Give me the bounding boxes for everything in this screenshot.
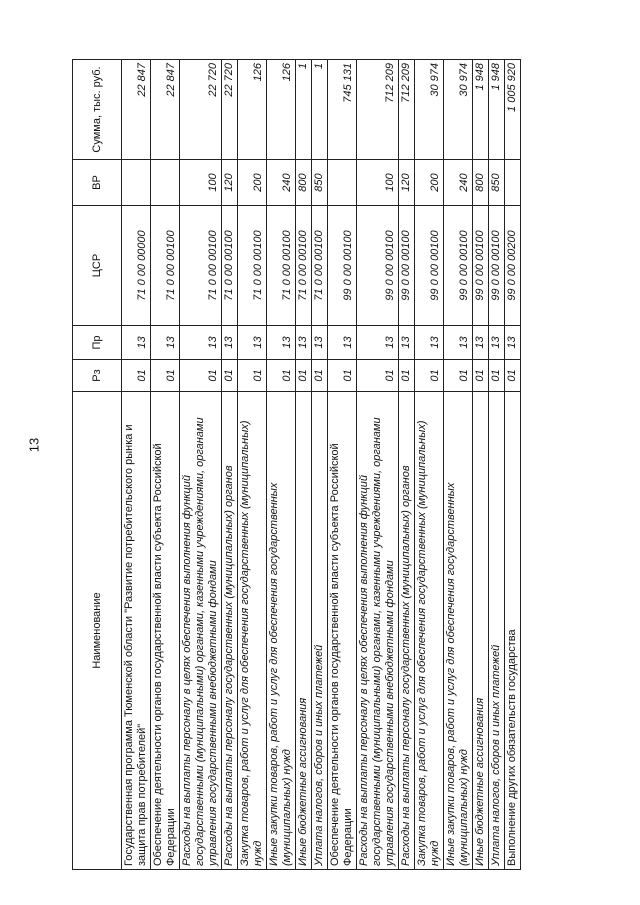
row-csr-cell: 99 0 00 00100: [473, 206, 489, 326]
row-pr-cell: 13: [180, 326, 222, 360]
row-pr-cell: 13: [489, 326, 505, 360]
row-rz-cell: 01: [222, 360, 238, 392]
row-csr-cell: 99 0 00 00100: [357, 206, 399, 326]
row-sum-cell: 30 974: [444, 60, 473, 160]
row-rz-cell: 01: [151, 360, 180, 392]
row-pr-cell: 13: [473, 326, 489, 360]
row-vr-cell: 120: [222, 160, 238, 206]
row-name-cell: Закупка товаров, работ и услуг для обеспечения государственных (муниципальных) нужд: [238, 392, 267, 870]
table-row: [296, 60, 312, 870]
row-rz-cell: 01: [444, 360, 473, 392]
row-pr-cell: 13: [238, 326, 267, 360]
row-vr-cell: 120: [399, 160, 415, 206]
row-sum-cell: 1 005 920: [505, 60, 521, 160]
row-name-cell: Обеспечение деятельности органов государственной власти субъекта Российской Федерации: [151, 392, 180, 870]
row-csr-cell: 71 0 00 00100: [180, 206, 222, 326]
row-vr-cell: 100: [357, 160, 399, 206]
row-vr-cell: 800: [296, 160, 312, 206]
row-rz-cell: 01: [328, 360, 357, 392]
row-sum-cell: 22 847: [151, 60, 180, 160]
row-vr-cell: [151, 160, 180, 206]
table-row: [222, 60, 238, 870]
row-sum-cell: 22 720: [222, 60, 238, 160]
row-pr-cell: 13: [222, 326, 238, 360]
row-name-cell: Расходы на выплаты персоналу в целях обеспечения выполнения функций государственными (муниципальными) органами, казенными учреждениями, органами управления государственными внебюджетными фондами: [357, 392, 399, 870]
table-row: [180, 60, 222, 870]
row-csr-cell: 71 0 00 00100: [312, 206, 328, 326]
header-rz: Рз: [73, 360, 122, 392]
row-rz-cell: 01: [238, 360, 267, 392]
row-csr-cell: 71 0 00 00100: [222, 206, 238, 326]
header-csr: ЦСР: [73, 206, 122, 326]
row-sum-cell: 1: [312, 60, 328, 160]
row-name-cell: Уплата налогов, сборов и иных платежей: [312, 392, 328, 870]
row-sum-cell: 126: [267, 60, 296, 160]
row-rz-cell: 01: [296, 360, 312, 392]
row-vr-cell: [328, 160, 357, 206]
row-csr-cell: 71 0 00 00100: [151, 206, 180, 326]
row-sum-cell: 1: [296, 60, 312, 160]
row-name-cell: Обеспечение деятельности органов государственной власти субъекта Российской Федерации: [328, 392, 357, 870]
row-sum-cell: 22 847: [122, 60, 151, 160]
table-row: [122, 60, 151, 870]
row-rz-cell: 01: [489, 360, 505, 392]
row-sum-cell: 1 948: [473, 60, 489, 160]
row-pr-cell: 13: [415, 326, 444, 360]
row-pr-cell: 13: [505, 326, 521, 360]
row-name-cell: Расходы на выплаты персоналу государственных (муниципальных) органов: [222, 392, 238, 870]
row-pr-cell: 13: [312, 326, 328, 360]
table-row: [267, 60, 296, 870]
header-pr: Пр: [73, 326, 122, 360]
row-name-cell: Выполнение других обязательств государства: [505, 392, 521, 870]
row-csr-cell: 71 0 00 00100: [238, 206, 267, 326]
row-sum-cell: 30 974: [415, 60, 444, 160]
row-name-cell: Иные бюджетные ассигнования: [473, 392, 489, 870]
row-vr-cell: 240: [444, 160, 473, 206]
row-csr-cell: 99 0 00 00100: [399, 206, 415, 326]
row-pr-cell: 13: [357, 326, 399, 360]
row-pr-cell: 13: [328, 326, 357, 360]
row-vr-cell: 850: [489, 160, 505, 206]
row-csr-cell: 99 0 00 00100: [444, 206, 473, 326]
header-vr: ВР: [73, 160, 122, 206]
row-csr-cell: 71 0 00 00100: [267, 206, 296, 326]
table-row: [328, 60, 357, 870]
row-sum-cell: 712 209: [357, 60, 399, 160]
table-row: [473, 60, 489, 870]
table-row: [238, 60, 267, 870]
row-vr-cell: 200: [238, 160, 267, 206]
table-row: [415, 60, 444, 870]
row-sum-cell: 1 948: [489, 60, 505, 160]
row-vr-cell: 200: [415, 160, 444, 206]
header-sum: Сумма, тыс. руб.: [73, 60, 122, 160]
row-sum-cell: 22 720: [180, 60, 222, 160]
table-row: [399, 60, 415, 870]
row-name-cell: Расходы на выплаты персоналу государственных (муниципальных) органов: [399, 392, 415, 870]
row-name-cell: Иные бюджетные ассигнования: [296, 392, 312, 870]
row-vr-cell: 850: [312, 160, 328, 206]
table-row: [312, 60, 328, 870]
table-row: [357, 60, 399, 870]
row-name-cell: Иные закупки товаров, работ и услуг для обеспечения государственных (муниципальных) нужд: [444, 392, 473, 870]
row-sum-cell: 712 209: [399, 60, 415, 160]
row-pr-cell: 13: [151, 326, 180, 360]
row-csr-cell: 99 0 00 00200: [505, 206, 521, 326]
row-csr-cell: 99 0 00 00100: [415, 206, 444, 326]
row-pr-cell: 13: [267, 326, 296, 360]
table-row: [489, 60, 505, 870]
header-name: Наименование: [73, 392, 122, 870]
row-name-cell: Закупка товаров, работ и услуг для обеспечения государственных (муниципальных) нужд: [415, 392, 444, 870]
row-sum-cell: 745 131: [328, 60, 357, 160]
page-number: 13: [26, 437, 42, 453]
row-csr-cell: 99 0 00 00100: [489, 206, 505, 326]
row-vr-cell: [505, 160, 521, 206]
row-csr-cell: 71 0 00 00000: [122, 206, 151, 326]
row-rz-cell: 01: [267, 360, 296, 392]
row-csr-cell: 71 0 00 00100: [296, 206, 312, 326]
table-row: [444, 60, 473, 870]
row-vr-cell: [122, 160, 151, 206]
row-rz-cell: 01: [122, 360, 151, 392]
row-csr-cell: 99 0 00 00100: [328, 206, 357, 326]
row-rz-cell: 01: [312, 360, 328, 392]
row-pr-cell: 13: [444, 326, 473, 360]
table-header-row: [73, 60, 122, 870]
row-rz-cell: 01: [399, 360, 415, 392]
row-pr-cell: 13: [122, 326, 151, 360]
row-vr-cell: 800: [473, 160, 489, 206]
row-name-cell: Государственная программа Тюменской области "Развитие потребительского рынка и защита прав потребителей": [122, 392, 151, 870]
row-rz-cell: 01: [357, 360, 399, 392]
row-sum-cell: 126: [238, 60, 267, 160]
table-row: [505, 60, 521, 870]
row-rz-cell: 01: [180, 360, 222, 392]
table-body: [122, 60, 521, 870]
row-rz-cell: 01: [473, 360, 489, 392]
row-vr-cell: 100: [180, 160, 222, 206]
rotated-page-content: [72, 60, 572, 870]
budget-table: [72, 59, 521, 870]
row-pr-cell: 13: [399, 326, 415, 360]
row-rz-cell: 01: [415, 360, 444, 392]
table-row: [151, 60, 180, 870]
row-name-cell: Иные закупки товаров, работ и услуг для обеспечения государственных (муниципальных) нужд: [267, 392, 296, 870]
row-name-cell: Расходы на выплаты персоналу в целях обеспечения выполнения функций государственными (муниципальными) органами, казенными учреждениями, органами управления государственными внебюджетными фондами: [180, 392, 222, 870]
row-vr-cell: 240: [267, 160, 296, 206]
row-name-cell: Уплата налогов, сборов и иных платежей: [489, 392, 505, 870]
row-rz-cell: 01: [505, 360, 521, 392]
row-pr-cell: 13: [296, 326, 312, 360]
